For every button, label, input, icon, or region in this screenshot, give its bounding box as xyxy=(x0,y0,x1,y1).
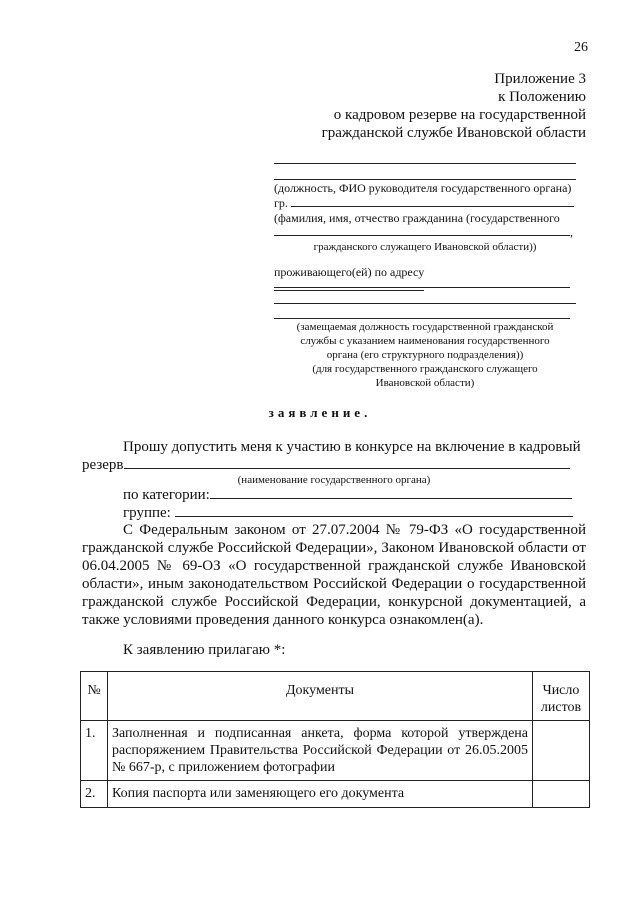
page-number: 26 xyxy=(574,40,588,55)
caption-org: (наименование государственного органа) xyxy=(237,474,431,486)
caption-line: (для государственного гражданского служащего xyxy=(312,363,538,375)
caption-position-2 xyxy=(274,320,576,390)
category-line xyxy=(123,486,593,504)
blank-line xyxy=(274,179,576,180)
address-label: проживающего(ей) по адресу xyxy=(274,265,425,279)
blank-line xyxy=(274,287,570,288)
caption-line: Ивановской области) xyxy=(375,377,475,389)
caption-line: (замещаемая должность государственной гражданской xyxy=(296,321,554,333)
table-header-row xyxy=(81,672,590,721)
row-doc: Заполненная и подписанная анкета, форма которой утверждена распоряжением Правительства Российской Федерации от 26.05.2005 № 667-р, с приложением фотографии xyxy=(108,721,533,781)
appendix-line: к Положению xyxy=(498,89,586,105)
group-field[interactable] xyxy=(175,516,573,517)
caption-fio-1: (фамилия, имя, отчество гражданина (государственного xyxy=(274,211,560,225)
header-documents: Документы xyxy=(108,672,533,721)
blank-line xyxy=(274,163,576,164)
header-sheets: Число листов xyxy=(533,672,590,721)
blank-line xyxy=(274,303,576,304)
document-title: заявление. xyxy=(268,405,372,420)
org-name-field[interactable] xyxy=(124,468,570,469)
table-row xyxy=(81,721,590,781)
category-label: по категории: xyxy=(123,487,210,503)
reserve-label: резерв xyxy=(82,457,124,473)
table-row xyxy=(81,781,590,808)
group-line xyxy=(123,504,593,522)
address-field[interactable] xyxy=(274,290,424,291)
fio-line xyxy=(274,225,576,240)
row-doc: Копия паспорта или заменяющего его документа xyxy=(108,781,533,808)
fio-field[interactable] xyxy=(274,235,570,236)
para1-line1: Прошу допустить меня к участию в конкурсе на включение в кадровый xyxy=(123,439,581,455)
row-sheets[interactable] xyxy=(533,781,590,808)
row-sheets[interactable] xyxy=(533,721,590,781)
header-num: № xyxy=(81,672,108,721)
paragraph-1 xyxy=(82,438,586,474)
caption-line: службы с указанием наименования государственного xyxy=(300,335,550,347)
appendix-header xyxy=(322,70,586,142)
fio-comma: , xyxy=(570,225,573,239)
group-label: группе: xyxy=(123,505,171,521)
row-num: 2. xyxy=(81,781,108,808)
caption-fio-2: гражданского служащего Ивановской области)) xyxy=(313,241,537,253)
category-field[interactable] xyxy=(210,498,572,499)
citizen-name-field[interactable] xyxy=(291,206,574,207)
blank-line xyxy=(274,318,570,319)
appendix-line: о кадровом резерве на государственной xyxy=(333,107,586,123)
appendix-line: Приложение 3 xyxy=(494,71,586,87)
paragraph-3: К заявлению прилагаю *: xyxy=(123,642,286,658)
citizen-line xyxy=(274,196,576,211)
documents-table xyxy=(80,671,590,808)
caption-line: органа (его структурного подразделения)) xyxy=(326,349,524,361)
caption-position: (должность, ФИО руководителя государственного органа) xyxy=(274,181,572,195)
row-num: 1. xyxy=(81,721,108,781)
citizen-prefix: гр. xyxy=(274,196,288,210)
paragraph-2: С Федеральным законом от 27.07.2004 № 79-ФЗ «О государственной гражданской службе Российской Федерации», Законом Ивановской области от 06.04.2005 № 69-ОЗ «О государственной гражданской службе Ивановской области», иным законодательством Российской Федерации о государственной гражданской службе Российской Федерации, конкурсной документацией, а также условиями проведения данного конкурса ознакомлен(а). xyxy=(82,522,586,628)
appendix-line: гражданской службе Ивановской области xyxy=(321,125,586,141)
address-line xyxy=(274,265,576,295)
para1-line2 xyxy=(82,456,586,474)
